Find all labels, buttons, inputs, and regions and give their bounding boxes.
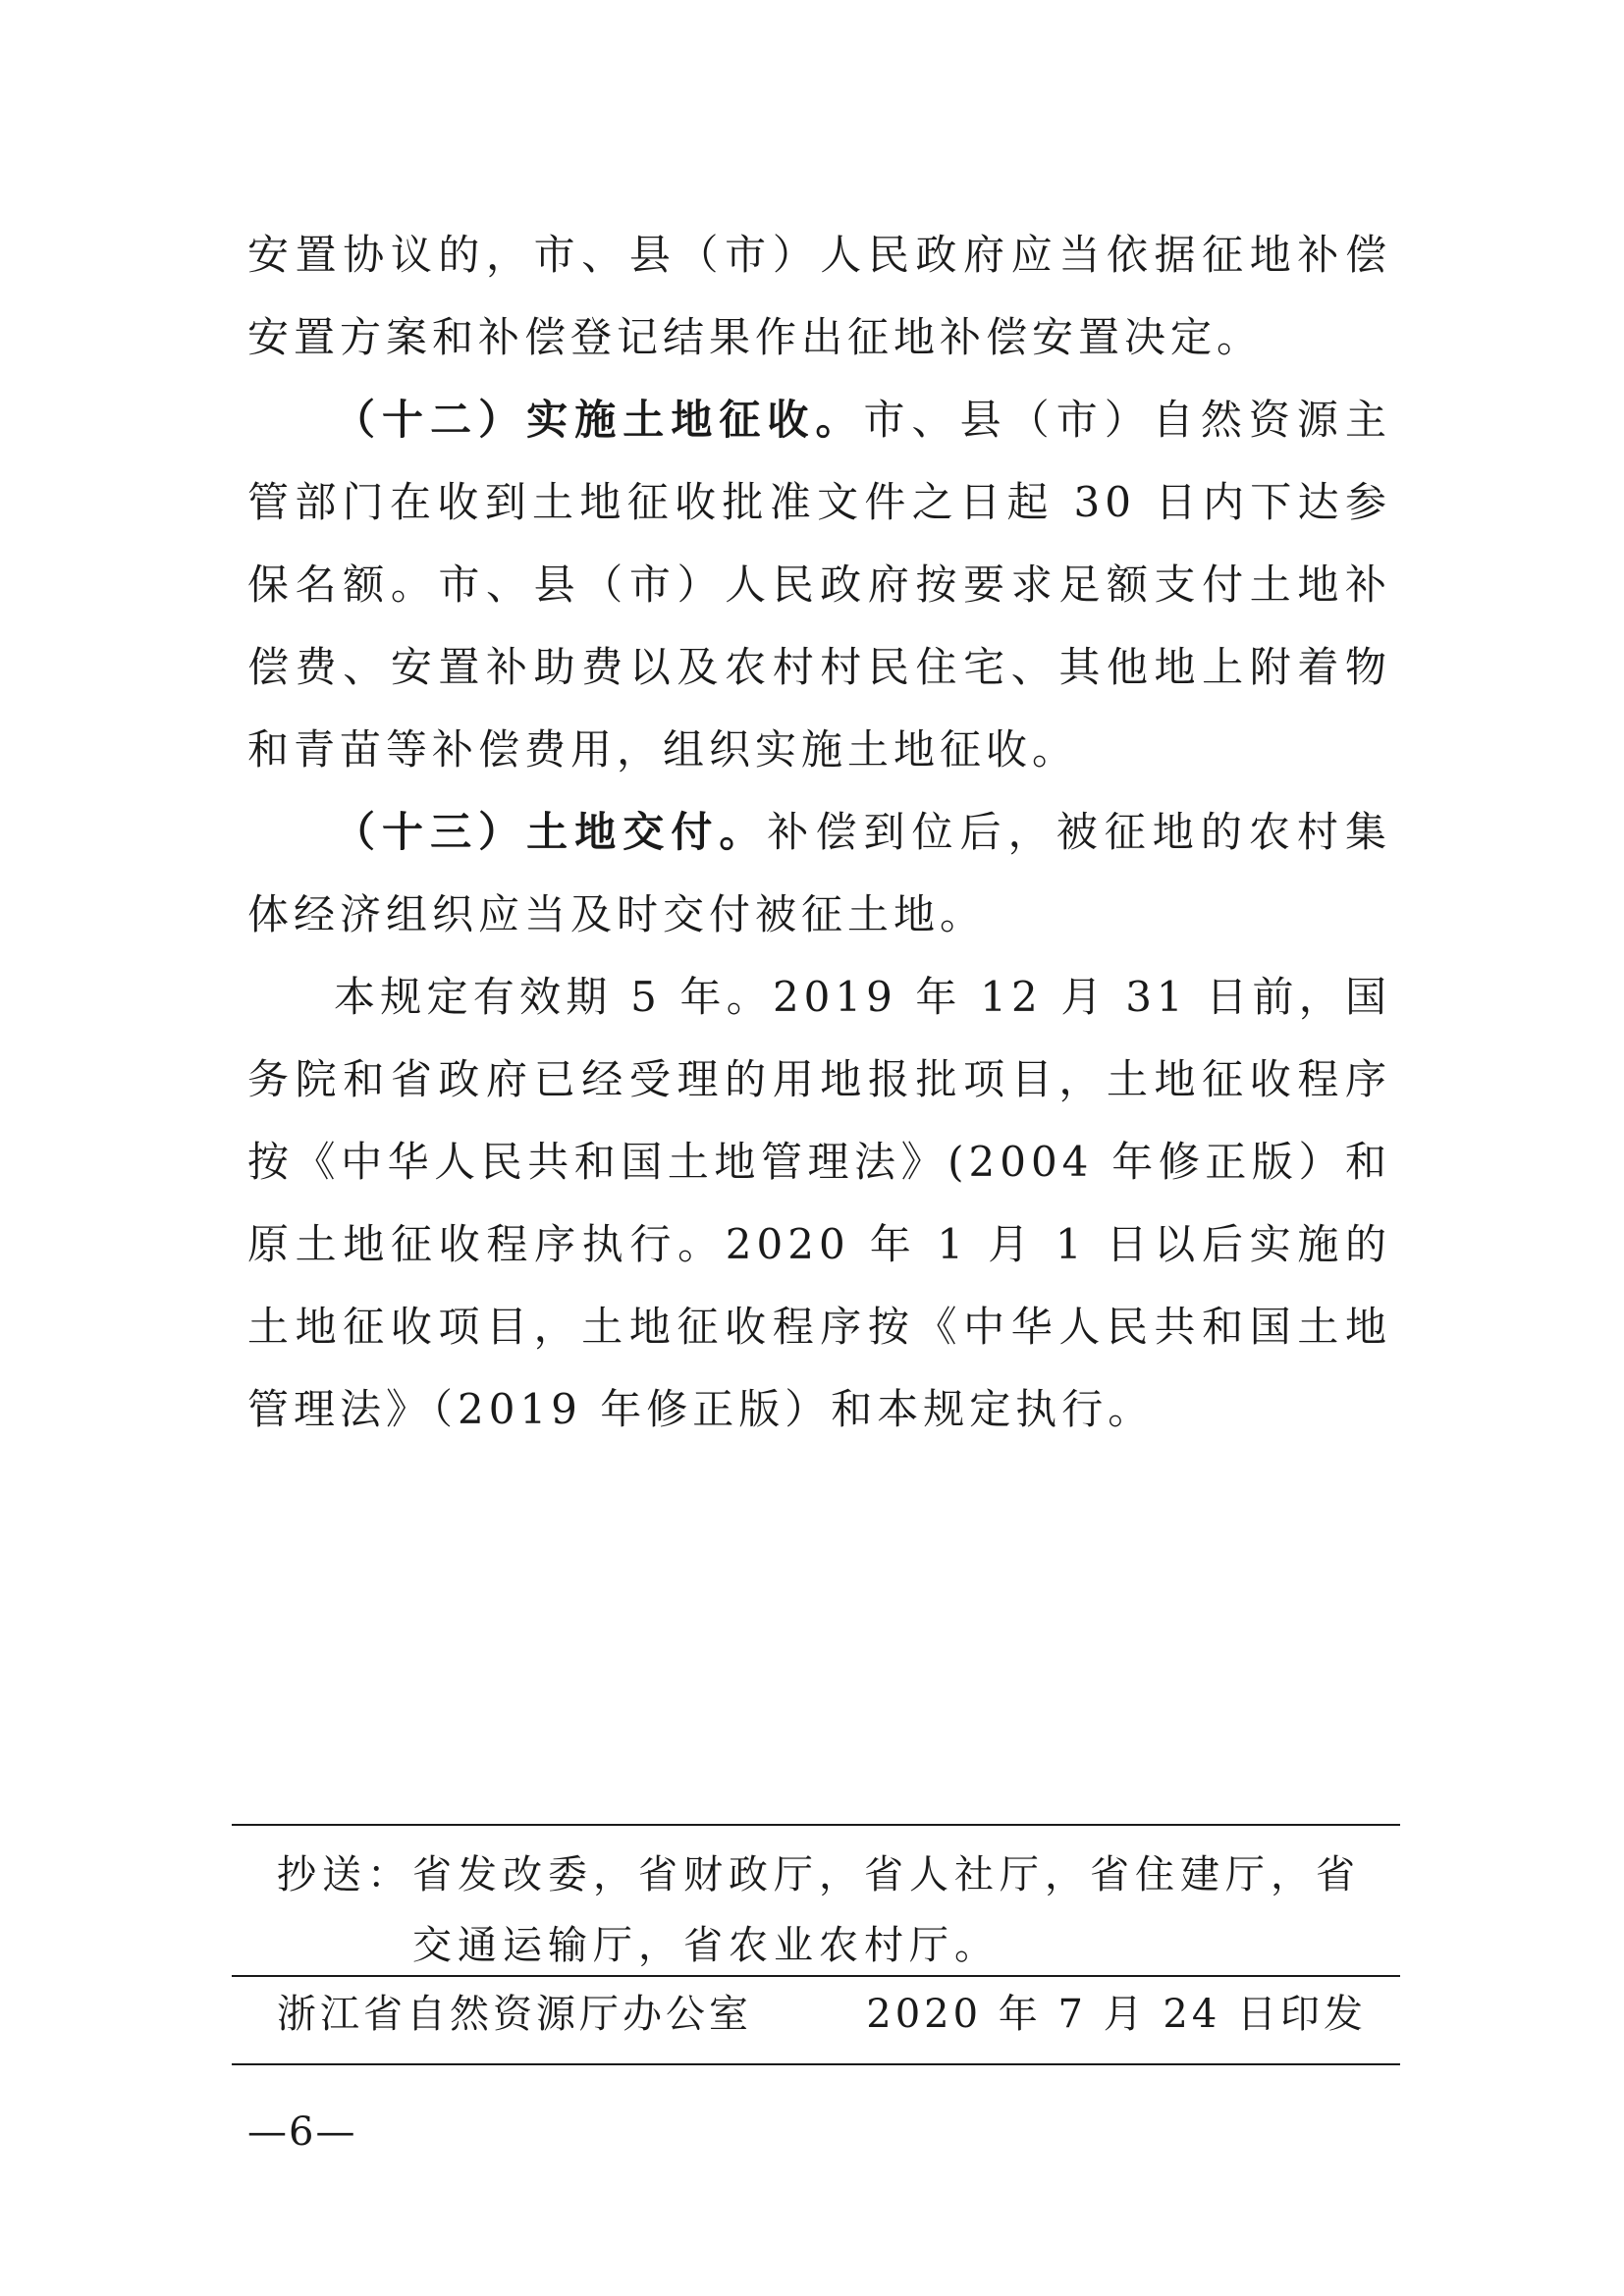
paragraph-3-text: 补偿到位后，被征地的农村集体经济组织应当及时交付被征土地。 — [247, 808, 1391, 938]
page-number: —6— — [247, 2109, 357, 2155]
paragraph-1-text: 安置协议的，市、县（市）人民政府应当依据征地补偿安置方案和补偿登记结果作出征地补偿安置决定。 — [247, 231, 1391, 361]
cc-top-rule — [232, 1824, 1400, 1826]
paragraph-2 — [247, 379, 1391, 791]
section-13-heading: （十三）土地交付。 — [334, 808, 768, 856]
issue-line — [277, 1979, 1367, 2050]
paragraph-1 — [247, 214, 1391, 379]
section-12-heading: （十二）实施土地征收。 — [334, 396, 864, 444]
issue-bottom-rule — [232, 2063, 1400, 2065]
document-body — [247, 214, 1391, 1451]
cc-section — [277, 1840, 1377, 1981]
issuer: 浙江省自然资源厅办公室 — [277, 1992, 752, 2037]
cc-label: 抄送： — [277, 1852, 412, 1897]
paragraph-4-text: 本规定有效期 5 年。2019 年 12 月 31 日前，国务院和省政府已经受理的用地报批项目，土地征收程序按《中华人民共和国土地管理法》(2004 年修正版）和原土地征收程序执行。2020 年 1 月 1 日以后实施的土地征收项目，土地征收程序按《中华人民共和国土地管理法》（2019 年修正版）和本规定执行。 — [247, 973, 1391, 1433]
paragraph-4 — [247, 956, 1391, 1451]
cc-recipients: 省发改委，省财政厅，省人社厅，省住建厅，省交通运输厅，省农业农村厅。 — [412, 1852, 1361, 1968]
paragraph-3 — [247, 791, 1391, 956]
issue-date: 2020 年 7 月 24 日印发 — [866, 1992, 1367, 2037]
paragraph-2-text: 市、县（市）自然资源主管部门在收到土地征收批准文件之日起 30 日内下达参保名额。市、县（市）人民政府按要求足额支付土地补偿费、安置补助费以及农村村民住宅、其他地上附着物和青苗等补偿费用，组织实施土地征收。 — [247, 396, 1391, 774]
cc-bottom-rule — [232, 1975, 1400, 1977]
